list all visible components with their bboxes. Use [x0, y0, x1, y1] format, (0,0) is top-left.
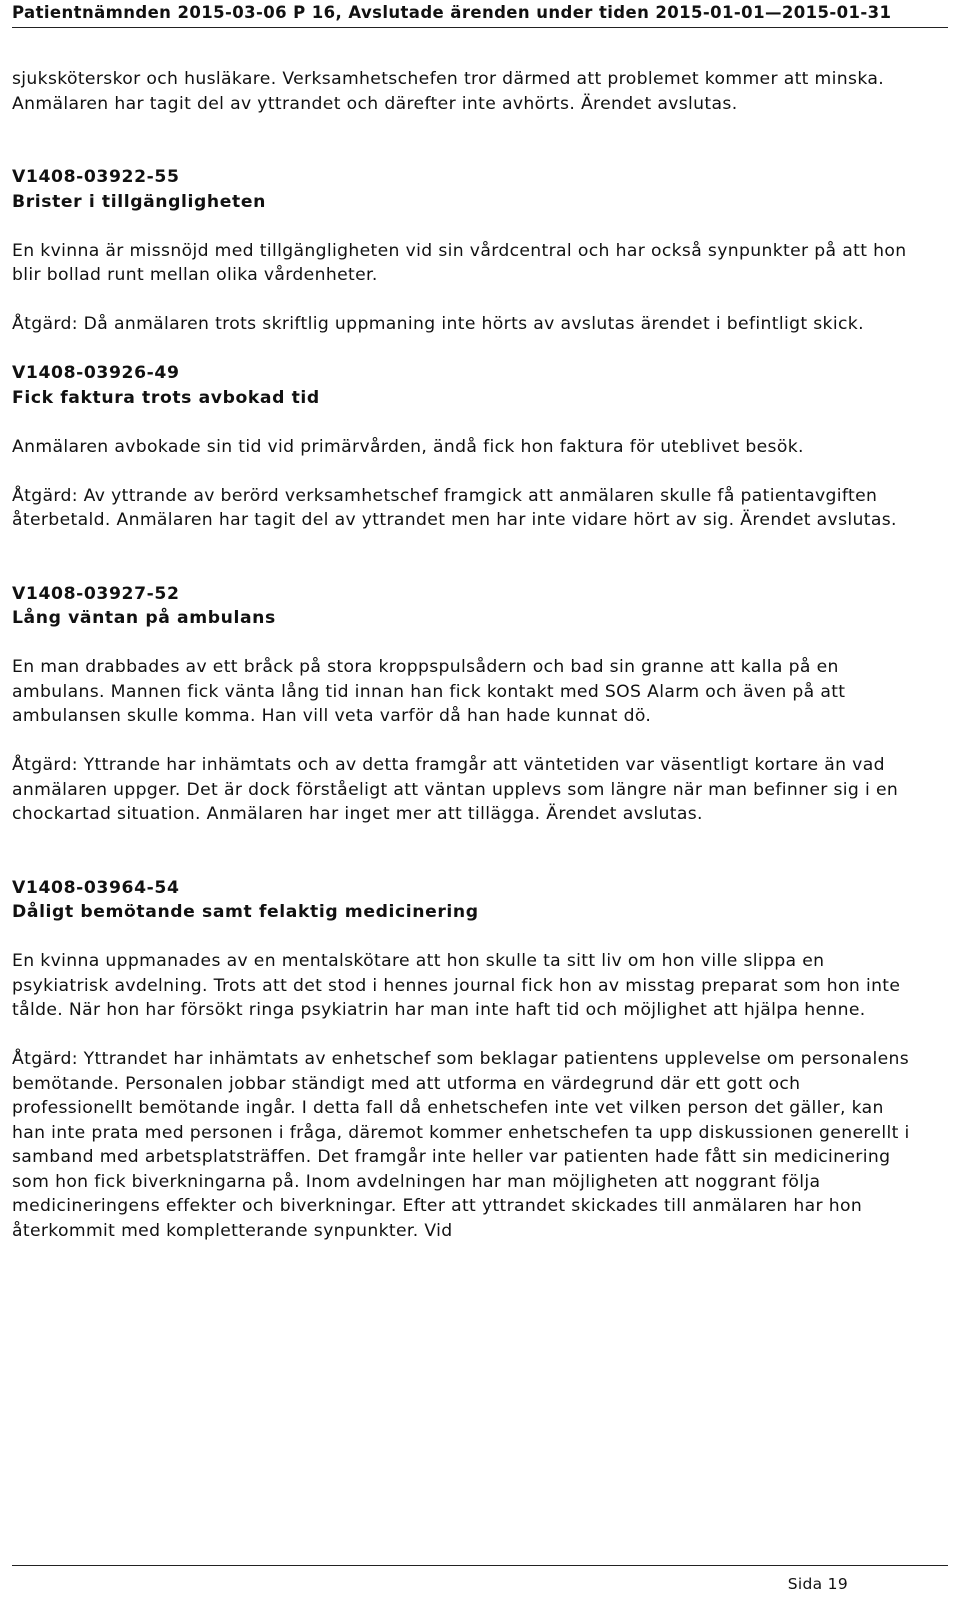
case-description: En kvinna är missnöjd med tillgängligheten vid sin vårdcentral och har också synpunkter på att hon blir bollad runt mellan olika vårdenheter. [12, 240, 907, 285]
case-entry [12, 361, 912, 533]
case-description: Anmälaren avbokade sin tid vid primärvården, ändå fick hon faktura för uteblivet besök. [12, 436, 804, 457]
case-id: V1408-03964-54 [12, 877, 180, 898]
page-number: Sida 19 [787, 1575, 848, 1593]
document-body [12, 67, 912, 1268]
case-action: Åtgärd: Av yttrande av berörd verksamhetschef framgick att anmälaren skulle få patientavgiften återbetald. Anmälaren har tagit del av yttrandet men har inte vidare hört av sig. Ärendet avslutas. [12, 485, 897, 530]
case-id: V1408-03927-52 [12, 583, 180, 604]
case-title: Lång väntan på ambulans [12, 608, 276, 628]
case-title: Dåligt bemötande samt felaktig medicinering [12, 902, 479, 922]
case-entry [12, 582, 912, 827]
case-action: Åtgärd: Yttrande har inhämtats och av detta framgår att väntetiden var väsentligt kortare än vad anmälaren uppger. Det är dock förståeligt att väntan upplevs som längre när man befinner sig i en chockartad situation. Anmälaren har inget mer att tillägga. Ärendet avslutas. [12, 755, 899, 824]
case-id: V1408-03922-55 [12, 167, 180, 187]
case-description: En kvinna uppmanades av en mentalskötare att hon skulle ta sitt liv om hon ville slippa en psykiatrisk avdelning. Trots att det stod i hennes journal fick hon av misstag preparat som hon inte tålde. När hon har försökt ringa psykiatrin har man inte haft tid och möjlighet att hjälpa henne. [12, 951, 901, 1020]
intro-paragraph: sjuksköterskor och husläkare. Verksamhetschefen tror därmed att problemet kommer att minska. Anmälaren har tagit del av yttrandet och därefter inte avhörts. Ärendet avslutas. [12, 69, 885, 114]
case-title: Brister i tillgängligheten [12, 191, 266, 212]
case-entry [12, 165, 912, 337]
header-divider [12, 27, 948, 28]
document-header-title: Patientnämnden 2015-03-06 P 16, Avslutade ärenden under tiden 2015-01-01—2015-01-31 [12, 3, 892, 22]
case-description: En man drabbades av ett bråck på stora kroppspulsådern och bad sin granne att kalla på en ambulans. Mannen fick vänta lång tid innan han fick kontakt med SOS Alarm och även på att ambulansen skulle komma. Han vill veta varför då han hade kunnat dö. [12, 657, 846, 726]
case-title: Fick faktura trots avbokad tid [12, 387, 320, 408]
case-action: Åtgärd: Då anmälaren trots skriftlig uppmaning inte hörts av avslutas ärendet i befintligt skick. [12, 314, 864, 334]
case-action: Åtgärd: Yttrandet har inhämtats av enhetschef som beklagar patientens upplevelse om personalens bemötande. Personalen jobbar ständigt med att utforma en värdegrund där ett gott och professionellt bemötande ingår. I detta fall då enhetschefen inte vet vilken person det gäller, kan han inte prata med personen i fråga, däremot kommer enhetschefen ta upp diskussionen generellt i samband med arbetsplatsträffen. Det framgår inte heller var patienten hade fått sin medicinering som hon fick biverkningarna på. Inom avdelningen har man möjligheten att noggrant följa medicineringens effekter och biverkningar. Efter att yttrandet skickades till anmälaren har hon återkommit med kompletterande synpunkter. Vid [12, 1049, 910, 1241]
case-id: V1408-03926-49 [12, 363, 180, 383]
case-entry [12, 876, 912, 1244]
footer-divider [12, 1565, 948, 1566]
